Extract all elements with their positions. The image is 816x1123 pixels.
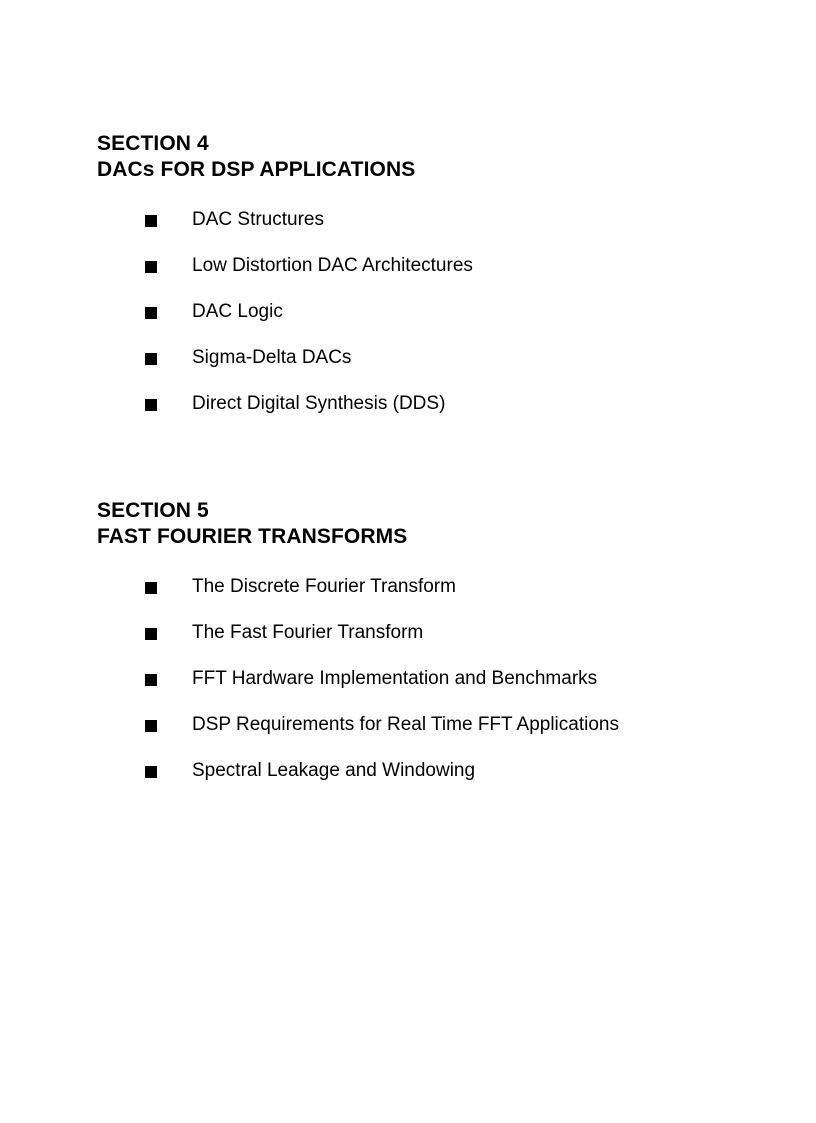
square-bullet-icon <box>145 215 157 227</box>
list-item-text: The Fast Fourier Transform <box>192 622 424 643</box>
square-bullet-icon <box>145 582 157 594</box>
square-bullet-icon <box>145 674 157 686</box>
section-heading <box>97 498 777 550</box>
square-bullet-icon <box>145 261 157 273</box>
section-4 <box>97 131 777 414</box>
section-title: DACs FOR DSP APPLICATIONS <box>97 158 416 181</box>
square-bullet-icon <box>145 353 157 365</box>
list-item-text: The Discrete Fourier Transform <box>192 576 456 597</box>
section-title: FAST FOURIER TRANSFORMS <box>97 525 408 548</box>
list-item-text: Spectral Leakage and Windowing <box>192 760 476 781</box>
square-bullet-icon <box>145 766 157 778</box>
square-bullet-icon <box>145 628 157 640</box>
square-bullet-icon <box>145 720 157 732</box>
section-number: SECTION 5 <box>97 499 209 522</box>
list-item-text: DAC Logic <box>192 301 283 322</box>
list-item-text: DAC Structures <box>192 209 324 230</box>
list-item-text: Low Distortion DAC Architectures <box>192 255 473 276</box>
section-number: SECTION 4 <box>97 132 209 155</box>
list-item-text: FFT Hardware Implementation and Benchmarks <box>192 668 598 689</box>
square-bullet-icon <box>145 307 157 319</box>
section-5 <box>97 498 777 781</box>
list-item-text: Sigma-Delta DACs <box>192 347 352 368</box>
list-item-text: DSP Requirements for Real Time FFT Applications <box>192 714 619 735</box>
list-item-text: Direct Digital Synthesis (DDS) <box>192 393 446 414</box>
square-bullet-icon <box>145 399 157 411</box>
section-heading <box>97 131 777 183</box>
